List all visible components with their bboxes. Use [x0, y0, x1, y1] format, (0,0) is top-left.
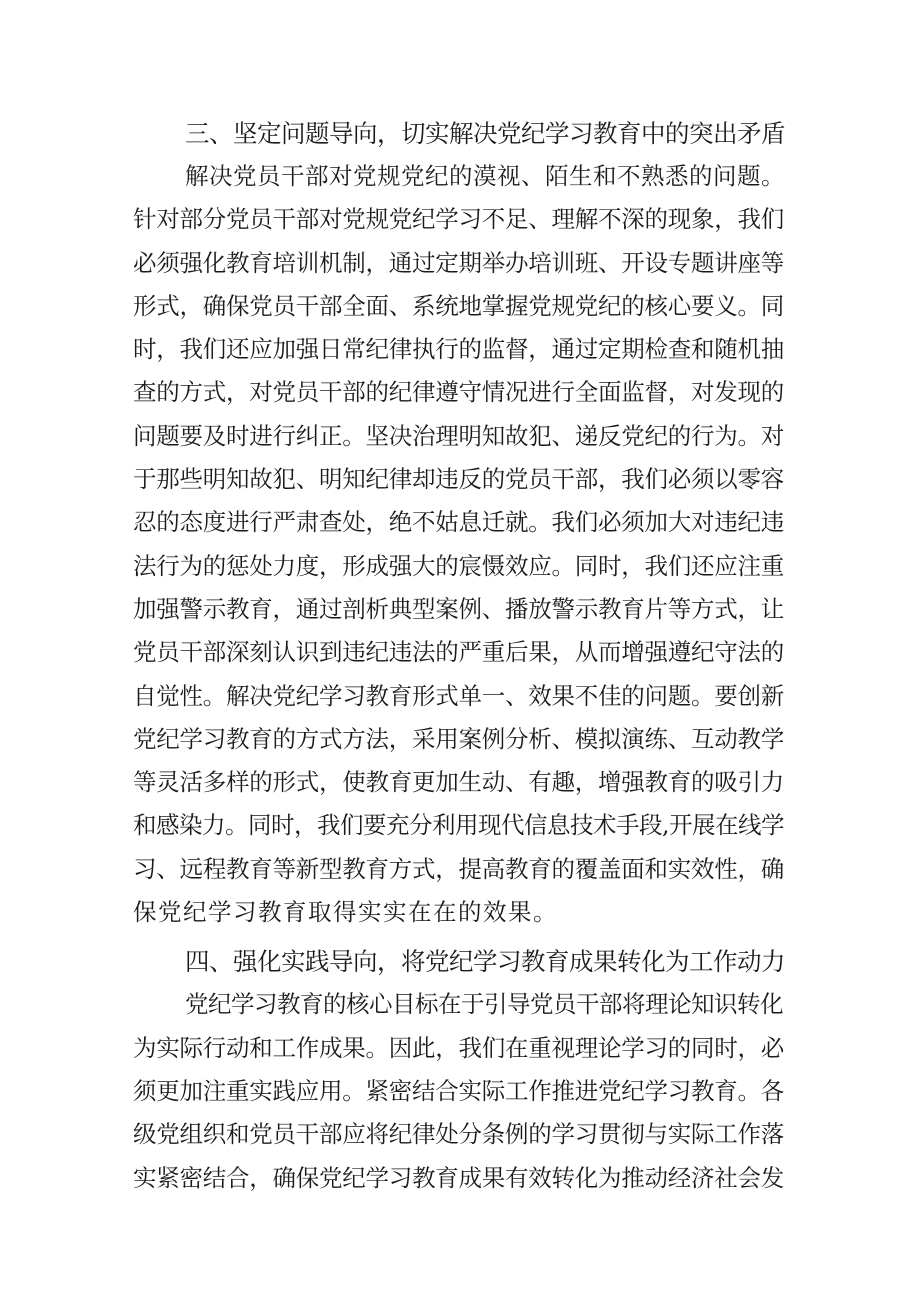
paragraph-line: 忍的态度进行严肃查处，绝不姑息迁就。我们必须加大对违纪违: [133, 508, 784, 537]
paragraph-line: 针对部分党员干部对党规党纪学习不足、理解不深的现象，我们: [133, 205, 784, 234]
section-4-heading: 四、强化实践导向，将党纪学习教育成果转化为工作动力: [185, 947, 785, 977]
document-page: [133, 112, 785, 1200]
paragraph-line: 党纪学习教育的方式方法，采用案例分析、模拟演练、互动教学: [133, 724, 784, 753]
section-3-heading: 三、坚定问题导向，切实解决党纪学习教育中的突出矛盾: [185, 119, 785, 148]
paragraph-line: 必须强化教育培训机制，通过定期举办培训班、开设专题讲座等: [133, 248, 784, 277]
paragraph-line: 解决党员干部对党规党纪的漠视、陌生和不熟悉的问题。: [185, 162, 785, 190]
section-4-body: [133, 983, 785, 1199]
paragraph-line: 形式，确保党员干部全面、系统地掌握党规党纪的核心要义。同: [133, 291, 784, 320]
paragraph-line: 法行为的惩处力度，形成强大的宸慑效应。同时，我们还应注重: [133, 551, 784, 580]
paragraph-line: 等灵活多样的形式，使教育更加生动、有趣，增强教育的吸引力: [133, 768, 784, 797]
paragraph-line: 于那些明知故犯、明知纪律却违反的党员干部，我们必须以零容: [133, 465, 784, 494]
paragraph-line: 习、远程教育等新型教育方式，提高教育的覆盖面和实效性，确: [133, 854, 784, 883]
paragraph-line: 保党纪学习教育取得实实在在的效果。: [133, 898, 558, 927]
section-3-body: [133, 155, 785, 934]
paragraph-line: 实紧密结合，确保党纪学习教育成果有效转化为推动经济社会发: [133, 1163, 784, 1192]
paragraph-line: 查的方式，对党员干部的纪律遵守情况进行全面监督，对发现的: [133, 378, 784, 407]
paragraph-line: 和感染力。同时，我们要充分利用现代信息技术手段,开展在线学: [133, 811, 784, 840]
paragraph-line: 问题要及时进行纠正。坚决治理明知故犯、递反党纪的行为。对: [133, 421, 784, 450]
paragraph-line: 级党组织和党员干部应将纪律处分条例的学习贯彻与实际工作落: [133, 1120, 784, 1149]
paragraph-line: 加强警示教育，通过剖析典型案例、播放警示教育片等方式，让: [133, 594, 784, 623]
paragraph-line: 党纪学习教育的核心目标在于引导党员干部将理论知识转化: [185, 990, 783, 1019]
paragraph-line: 须更加注重实践应用。紧密结合实际工作推进党纪学习教育。各: [133, 1076, 784, 1105]
paragraph-line: 为实际行动和工作成果。因此，我们在重视理论学习的同时，必: [133, 1033, 784, 1062]
paragraph-line: 党员干部深刻认识到违纪违法的严重后果，从而增强遵纪守法的: [133, 638, 784, 667]
paragraph-line: 自觉性。解决党纪学习教育形式单一、效果不佳的问题。要创新: [133, 681, 784, 710]
paragraph-line: 时，我们还应加强日常纪律执行的监督，通过定期检查和随机抽: [133, 335, 784, 364]
